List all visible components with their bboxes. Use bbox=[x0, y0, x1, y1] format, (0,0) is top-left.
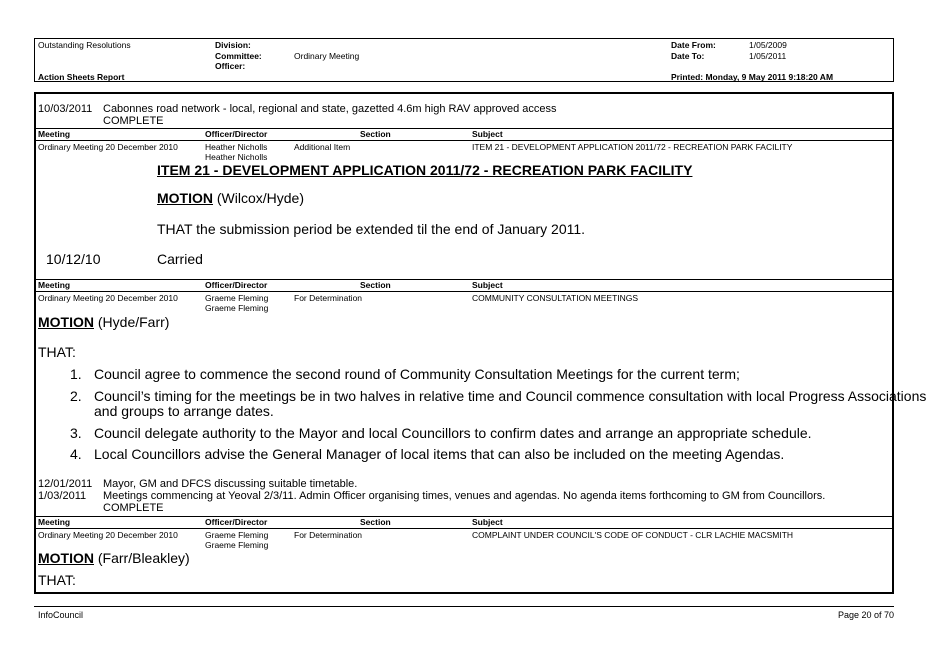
note-text: Mayor, GM and DFCS discussing suitable timetable. bbox=[103, 478, 358, 490]
item-meeting: Ordinary Meeting 20 December 2010 bbox=[38, 142, 178, 152]
motion-movers: (Farr/Bleakley) bbox=[97, 550, 190, 566]
item-subject: ITEM 21 - DEVELOPMENT APPLICATION 2011/72 - RECREATION PARK FACILITY bbox=[472, 142, 793, 152]
row-divider bbox=[34, 291, 894, 292]
motion-label: MOTION bbox=[38, 314, 94, 330]
officer-label: Officer: bbox=[215, 61, 246, 71]
note-text: Meetings commencing at Yeoval 2/3/11. Admin Officer organising times, venues and agendas. No agenda items forthcoming to GM from Councillors. bbox=[103, 490, 826, 502]
item-officer: Heather Nicholls bbox=[205, 152, 268, 162]
item-section: For Determination bbox=[294, 530, 363, 540]
committee-value: Ordinary Meeting bbox=[294, 51, 360, 61]
row-divider bbox=[34, 279, 894, 280]
that-label: THAT: bbox=[38, 344, 76, 360]
note-date: 12/01/2011 bbox=[38, 478, 93, 490]
outcome-text: Carried bbox=[157, 251, 203, 267]
report-label: Action Sheets Report bbox=[38, 72, 125, 82]
col-subject: Subject bbox=[472, 517, 503, 527]
footer-left: InfoCouncil bbox=[38, 610, 84, 620]
note-date: 10/03/2011 bbox=[38, 103, 93, 115]
col-officer: Officer/Director bbox=[205, 129, 268, 139]
division-label: Division: bbox=[215, 40, 251, 50]
item-officer: Graeme Fleming bbox=[205, 303, 269, 313]
item-meeting: Ordinary Meeting 20 December 2010 bbox=[38, 530, 178, 540]
motion-line bbox=[38, 314, 169, 330]
col-officer: Officer/Director bbox=[205, 517, 268, 527]
org-label: Outstanding Resolutions bbox=[38, 40, 131, 50]
date-to-value: 1/05/2011 bbox=[749, 51, 787, 61]
point-text: Local Councillors advise the General Manager of local items that can also be included on the meeting Agendas. bbox=[94, 446, 785, 462]
item-officer: Heather Nicholls bbox=[205, 142, 268, 152]
point-text-cont: and groups to arrange dates. bbox=[94, 403, 274, 419]
col-meeting: Meeting bbox=[38, 280, 71, 290]
col-section: Section bbox=[360, 517, 391, 527]
note-status: COMPLETE bbox=[103, 115, 164, 127]
outcome-date: 10/12/10 bbox=[46, 251, 101, 267]
row-divider bbox=[34, 140, 894, 141]
date-from-value: 1/05/2009 bbox=[749, 40, 787, 50]
item-section: For Determination bbox=[294, 293, 363, 303]
point-text: Council agree to commence the second round of Community Consultation Meetings for the current term; bbox=[94, 366, 740, 382]
point-number: 1. bbox=[70, 366, 82, 382]
col-subject: Subject bbox=[472, 280, 503, 290]
item-officer: Graeme Fleming bbox=[205, 530, 269, 540]
col-section: Section bbox=[360, 280, 391, 290]
note-text: Cabonnes road network - local, regional and state, gazetted 4.6m high RAV approved access bbox=[103, 103, 557, 115]
row-divider bbox=[34, 516, 894, 517]
point-number: 3. bbox=[70, 425, 82, 441]
note-date: 1/03/2011 bbox=[38, 490, 87, 502]
item-officer: Graeme Fleming bbox=[205, 293, 269, 303]
row-divider bbox=[34, 528, 894, 529]
point-text: Council delegate authority to the Mayor and local Councillors to confirm dates and arrange an appropriate schedule. bbox=[94, 425, 812, 441]
col-subject: Subject bbox=[472, 129, 503, 139]
item-subject: COMPLAINT UNDER COUNCIL'S CODE OF CONDUCT - CLR LACHIE MACSMITH bbox=[472, 530, 794, 540]
item-meeting: Ordinary Meeting 20 December 2010 bbox=[38, 293, 178, 303]
motion-line bbox=[38, 550, 190, 566]
point-number: 2. bbox=[70, 388, 82, 404]
committee-label: Committee: bbox=[215, 51, 262, 61]
motion-label: MOTION bbox=[38, 550, 94, 566]
point-text: Council’s timing for the meetings be in two halves in relative time and Council commence consultation with local Progress Associations bbox=[94, 388, 927, 404]
motion-movers: (Wilcox/Hyde) bbox=[216, 190, 305, 206]
point-number: 4. bbox=[70, 446, 82, 462]
motion-line bbox=[157, 190, 304, 206]
motion-movers: (Hyde/Farr) bbox=[97, 314, 170, 330]
note-status: COMPLETE bbox=[103, 502, 164, 514]
motion-label: MOTION bbox=[157, 190, 213, 206]
col-meeting: Meeting bbox=[38, 517, 71, 527]
footer-divider bbox=[34, 606, 894, 607]
col-meeting: Meeting bbox=[38, 129, 71, 139]
resolution-text: THAT the submission period be extended til the end of January 2011. bbox=[157, 221, 586, 237]
row-divider bbox=[34, 128, 894, 129]
item-heading: ITEM 21 - DEVELOPMENT APPLICATION 2011/72 - RECREATION PARK FACILITY bbox=[157, 162, 693, 178]
col-officer: Officer/Director bbox=[205, 280, 268, 290]
item-section: Additional Item bbox=[294, 142, 351, 152]
item-subject: COMMUNITY CONSULTATION MEETINGS bbox=[472, 293, 639, 303]
page-number: Page 20 of 70 bbox=[838, 610, 895, 620]
that-label: THAT: bbox=[38, 572, 76, 588]
date-to-label: Date To: bbox=[671, 51, 705, 61]
date-from-label: Date From: bbox=[671, 40, 716, 50]
printed-timestamp: Printed: Monday, 9 May 2011 9:18:20 AM bbox=[671, 72, 834, 82]
item-officer: Graeme Fleming bbox=[205, 540, 269, 550]
col-section: Section bbox=[360, 129, 391, 139]
